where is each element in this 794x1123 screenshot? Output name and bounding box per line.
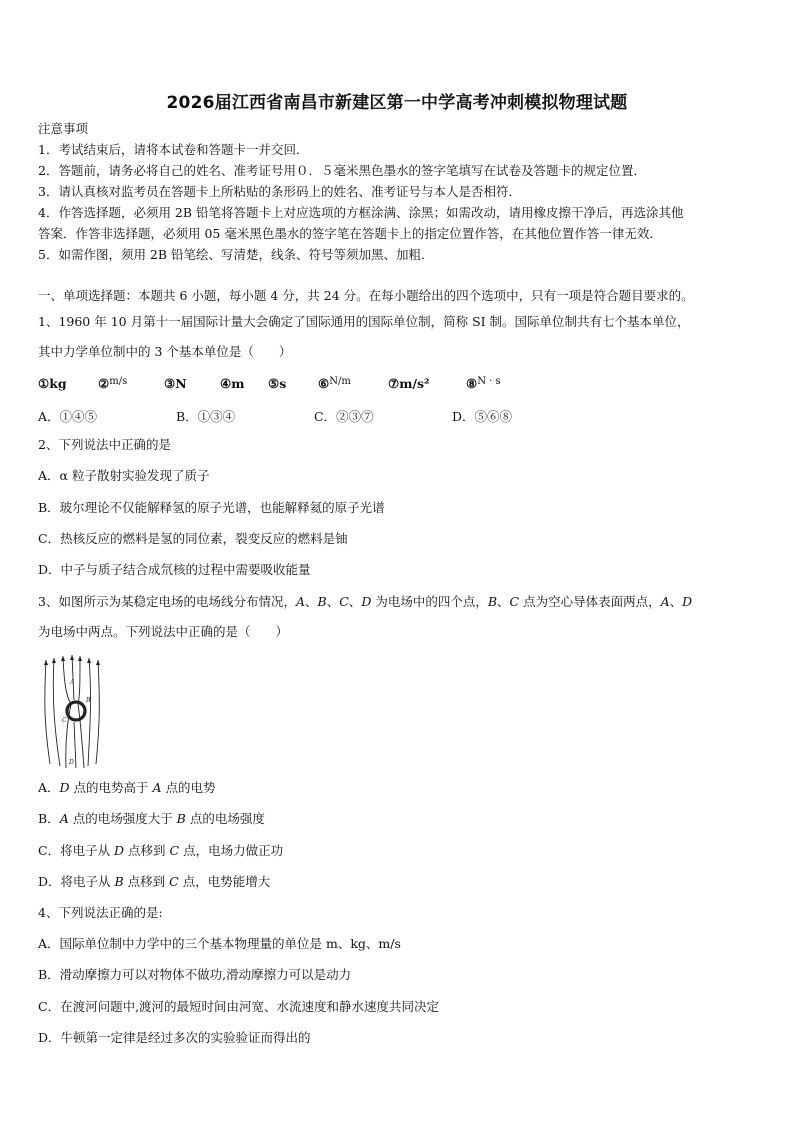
- point-d-label: D: [69, 759, 74, 766]
- notice-item: 1．考试结束后，请将本试卷和答题卡一并交回．: [38, 142, 309, 157]
- unit-item: ④m: [220, 376, 245, 391]
- q4-stem: 4、下列说法正确的是:: [38, 905, 163, 920]
- point-b-label: B: [86, 697, 91, 704]
- option-c[interactable]: C．热核反应的燃料是氢的同位素，裂变反应的燃料是铀: [38, 531, 348, 546]
- notice-item: 3．请认真核对监考员在答题卡上所粘贴的条形码上的姓名、准考证号与本人是否相符．: [38, 184, 521, 199]
- notice-item: 4．作答选择题，必须用 2B 铅笔将答题卡上对应选项的方框涂满、涂黑；如需改动，请用橡皮擦干净后，再选涂其他: [38, 205, 684, 220]
- option-c[interactable]: C．在渡河问题中,渡河的最短时间由河宽、水流速度和静水速度共同决定: [38, 999, 440, 1014]
- q2-stem: 2、下列说法中正确的是: [38, 437, 171, 452]
- option-a[interactable]: A．α 粒子散射实验发现了质子: [38, 468, 210, 483]
- electric-field-figure: [38, 652, 108, 770]
- unit-item: ⑤s: [268, 376, 287, 391]
- field-line: [78, 656, 84, 768]
- unit-item: ⑥$^{N/m}$: [318, 376, 351, 391]
- q1-unit-list: [38, 376, 598, 396]
- q1-stem: 其中力学单位制中的 3 个基本单位是（ ）: [38, 344, 292, 359]
- section-heading: 一、单项选择题：本题共 6 小题，每小题 4 分，共 24 分。在每小题给出的四个选项中，只有一项是符合题目要求的。: [38, 288, 694, 303]
- q3-stem: 3、如图所示为某稳定电场的电场线分布情况，A、B、C、D 为电场中的四个点，B、C 点为空心导体表面两点，A、D: [38, 594, 693, 609]
- option-b[interactable]: B．滑动摩擦力可以对物体不做功,滑动摩擦力可以是动力: [38, 967, 352, 982]
- option-d[interactable]: D．将电子从 B 点移到 C 点，电势能增大: [38, 874, 271, 889]
- notice-item: 2．答题前，请务必将自己的姓名、准考证号用０．５毫米黑色墨水的签字笔填写在试卷及答题卡的规定位置．: [38, 163, 646, 178]
- option-d[interactable]: D．牛顿第一定律是经过多次的实验验证而得出的: [38, 1030, 311, 1045]
- field-line: [96, 660, 99, 764]
- option-c[interactable]: C．将电子从 D 点移到 C 点，电场力做正功: [38, 843, 284, 858]
- field-line: [72, 655, 74, 700]
- exam-title: 2026届江西省南昌市新建区第一中学高考冲刺模拟物理试题: [166, 93, 628, 113]
- option-a[interactable]: A．D 点的电势高于 A 点的电势: [38, 780, 216, 795]
- notice-item: 答案．作答非选择题，必须用 05 毫米黑色墨水的签字笔在答题卡上的指定位置作答，在其他位置作答一律无效．: [38, 226, 662, 241]
- unit-item: ⑦m/s²: [388, 376, 430, 391]
- option-d[interactable]: D．中子与质子结合成氘核的过程中需要吸收能量: [38, 562, 311, 577]
- option-a[interactable]: A．①④⑤: [38, 409, 98, 424]
- field-line: [88, 658, 91, 766]
- option-c[interactable]: C．②③⑦: [314, 409, 374, 424]
- option-b[interactable]: B．①③④: [176, 409, 236, 424]
- unit-item: ③N: [164, 376, 187, 391]
- q3-stem: 为电场中两点。下列说法中正确的是（ ）: [38, 624, 289, 639]
- point-c-label: C: [62, 717, 67, 724]
- option-a[interactable]: A．国际单位制中力学中的三个基本物理量的单位是 m、kg、m/s: [38, 936, 401, 951]
- unit-item: ①kg: [38, 376, 67, 391]
- option-b[interactable]: B．玻尔理论不仅能解释氢的原子光谱，也能解释氦的原子光谱: [38, 500, 385, 515]
- unit-item: ②$^{m/s}$: [98, 376, 128, 391]
- option-d[interactable]: D．⑤⑥⑧: [452, 409, 513, 424]
- option-b[interactable]: B．A 点的电场强度大于 B 点的电场强度: [38, 811, 265, 826]
- q1-options: [38, 407, 638, 425]
- field-line: [53, 658, 60, 766]
- field-line: [74, 722, 76, 768]
- field-line: [45, 660, 50, 764]
- unit-item: ⑧$^{N \cdot s}$: [466, 376, 501, 391]
- notice-heading: 注意事项: [38, 121, 89, 136]
- q1-stem: 1、1960 年 10 月第十一届国际计量大会确定了国际通用的国际单位制，简称 SI 制。国际单位制共有七个基本单位，: [38, 314, 690, 329]
- point-a-label: A: [70, 679, 75, 686]
- notice-item: 5．如需作图，须用 2B 铅笔绘、写清楚，线条、符号等须加黑、加粗．: [38, 247, 434, 262]
